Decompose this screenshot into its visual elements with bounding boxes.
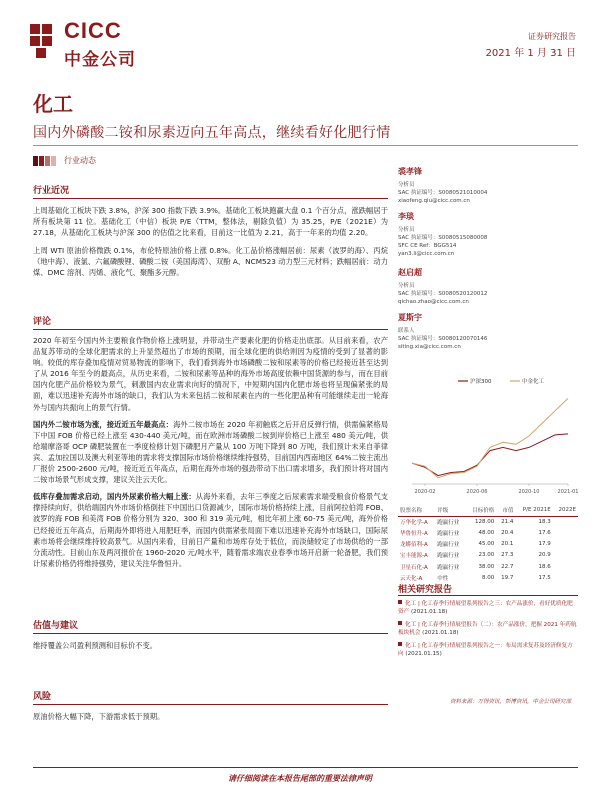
analyst-role: 分析员 xyxy=(398,182,415,188)
table-row xyxy=(398,539,578,550)
section-divider xyxy=(33,198,388,199)
logo-text-cn: 中金公司 xyxy=(64,50,136,70)
table-cell: 17.5 xyxy=(538,574,551,581)
table-header-cell: 2022E xyxy=(553,505,578,516)
related-item[interactable] xyxy=(398,642,578,658)
table-cell: 华鲁恒升-A xyxy=(400,530,428,537)
analyst-role: 联系人 xyxy=(398,328,415,334)
related-item[interactable] xyxy=(398,600,578,616)
analyst-email[interactable]: siting.xia@cicc.com.cn xyxy=(398,344,461,350)
section-overview xyxy=(33,183,388,279)
bullet-icon xyxy=(398,642,402,646)
paragraph: 原油价格大幅下降，下游需求低于预期。 xyxy=(33,712,165,721)
table-cell xyxy=(553,572,578,583)
table-cell: 23.00 xyxy=(478,552,495,559)
related-item-date: (2021.01.18) xyxy=(410,609,448,615)
section-comment xyxy=(33,314,388,569)
related-divider xyxy=(398,595,578,596)
table-cell: 18.6 xyxy=(538,563,551,570)
rating-table xyxy=(398,505,578,583)
analyst-role: 分析员 xyxy=(398,227,415,233)
industry-title: 化工 xyxy=(33,92,73,116)
x-tick-label: 2020-06 xyxy=(466,489,488,495)
table-cell: 20.9 xyxy=(538,552,551,559)
table-row xyxy=(398,561,578,572)
table-cell: 17.9 xyxy=(538,541,551,548)
table-cell: 万华化学-A xyxy=(400,520,428,527)
table-cell: 8.00 xyxy=(482,574,495,581)
table-cell: 18.3 xyxy=(538,519,551,526)
table-header-row xyxy=(398,505,578,516)
related-item-date: (2021.01.15) xyxy=(405,651,442,657)
paragraph: 上周基础化工板块下跌 3.8%，沪深 300 指数下跌 3.9%。基础化工板块跑赢大盘 0.1 个百分点，涨跌幅居于所有板块第 11 位。基础化工（中信）板块 P/E（TTM，整体法，剔除负值）为 35.25，P/E（2021E）为 27.18，从基础化工板块与沪深 300 的估值之比来看，目前这一比值为 2.21，高于一年来的均值 2.20。 xyxy=(33,206,388,238)
header-divider xyxy=(33,145,578,146)
paragraph: 维持覆盖公司盈利预测和目标价不变。 xyxy=(33,641,158,650)
table-cell: 19.7 xyxy=(501,574,514,581)
table-cell: 48.00 xyxy=(478,529,495,536)
table-cell: 云天化-A xyxy=(400,575,423,582)
table-header-cell: P/E 2021E xyxy=(515,505,552,516)
related-item-title[interactable]: 化工 | 化工春季行情展望系列报告之三：农产品涨价，看好优质化肥资产 xyxy=(398,601,573,615)
table-cell: 20.1 xyxy=(501,541,514,548)
table-cell: 中性 xyxy=(437,575,449,582)
related-item-title[interactable]: 化工 | 化工春季行情展望系列报告之一：布局需求复苏及经济修复方向 xyxy=(398,643,573,657)
paragraph-lead: 低库存叠加需求启动，国内外尿素价格大幅上涨： xyxy=(33,492,196,502)
table-cell: 22.7 xyxy=(501,563,514,570)
analyst-cert: SAC 执证编号：S0080520120012 xyxy=(398,291,488,297)
analyst-email[interactable]: xiaofeng.qiu@cicc.com.cn xyxy=(398,198,470,204)
table-cell: 跑赢行业 xyxy=(437,520,460,527)
x-tick-label: 2021-01 xyxy=(557,489,578,495)
table-cell: 龙蟒佰利-A xyxy=(400,542,428,549)
paragraph: 上周 WTI 原油价格微跌 0.1%，布伦特原油价格上涨 0.8%。化工品价格涨幅居前：尿素（波罗的海）、丙烷（地中海）、液氯、六氟磷酸锂、磷酸二铵（美国海湾）、双酚 A、NCM523 动力型三元材料；跌幅居前：动力煤、DMC 溶剂、丙烯、液化气、聚酯多元醇。 xyxy=(33,246,388,278)
analyst-list xyxy=(398,166,578,357)
table-row xyxy=(398,516,578,527)
cicc-logo-mark-icon xyxy=(28,22,60,60)
section-title: 估值与建议 xyxy=(33,621,79,631)
table-cell: 跑赢行业 xyxy=(437,553,460,560)
section-title: 行业近况 xyxy=(33,186,70,196)
section-risk xyxy=(33,689,388,722)
section-title: 风险 xyxy=(33,692,52,702)
cicc-logo xyxy=(26,18,176,68)
table-row xyxy=(398,550,578,561)
bullet-icon xyxy=(398,621,402,625)
table-cell: 跑赢行业 xyxy=(437,564,460,571)
analyst-cert: SAC 执证编号：S0080515080008 xyxy=(398,235,488,241)
analyst-sfc: SFC CE Ref：BGG514 xyxy=(398,243,457,249)
analyst-name: 裘孝锋 xyxy=(398,167,422,176)
table-header-cell: 市值 xyxy=(496,505,515,516)
related-research-title: 相关研究报告 xyxy=(398,585,453,595)
table-cell xyxy=(553,516,578,527)
section-valuation xyxy=(33,618,388,651)
section-title: 评论 xyxy=(33,317,52,327)
series-line-1 xyxy=(412,398,568,477)
x-tick-label: 2020-10 xyxy=(518,489,540,495)
table-cell: 38.00 xyxy=(478,563,495,570)
table-row xyxy=(398,527,578,538)
report-headline: 国内外磷酸二铵和尿素迈向五年高点，继续看好化肥行情 xyxy=(33,125,391,141)
paragraph-lead: 国内外二铵市场为涨，接近近五年最高点： xyxy=(33,419,174,429)
paragraph-body: 从海外来看，去年三季度之后尿素需求端受粮食价格景气支撑持续向好，供给端国内外市场价格倒挂下中国出口货源减少，国际市场价格持续上涨，目前阿拉伯湾 FOB、波罗的海 FOB 和美湾 FOB 价格分别为 320、300 和 319 美元/吨，相比年初上涨 60-75 美元/吨，海外价格已经接近五年高点，后期海外即将进入用肥旺季，而国内供需紧张局面下难以迅速补充海外市场缺口，国际尿素市场将会继续维持较高景气。从国内来看，目前日产量和市场库存处于低位，而淡储较定了市场供给的一部分流动性。目前山东及两河报价在 1960-2020 元/吨水平，随着需求端农业春季市场开启新一轮备肥，我们预计尿素价格仍将维持强势，建议关注华鲁恒升。 xyxy=(33,492,389,568)
analyst-card xyxy=(398,312,578,357)
table-cell xyxy=(553,561,578,572)
logo-text-en: CICC xyxy=(64,18,122,43)
table-cell: 卫星石化-A xyxy=(400,564,428,571)
paragraph-body: 海外二铵市场在 2020 年初触底之后开启反弹行情，供需偏紧格局下中国 FOB 价格已经上涨至 430-440 美元/吨，而在欧洲市场磷酸二铵到岸价格已上涨至 480 美元/吨，供给端摩洛哥 OCP 磷肥装置在一季度检修计划下磷肥月产量从 100 万吨下降到 80 万吨，我们预计未来自菲律宾、孟加拉国以及澳大利亚等地的需求将支撑国际市场价格继续维持强势，目前国内西南地区 64%二铵主流出厂报价 2500-2600 元/吨，接近近五年高点，后期在海外市场的强劲带动下出口需求增多，我们预计将对国内二铵市场景气形成支撑，建议关注云天化。 xyxy=(33,419,388,485)
x-tick-label: 2020-02 xyxy=(414,489,436,495)
table-cell: 20.4 xyxy=(501,529,514,536)
table-cell: 跑赢行业 xyxy=(437,530,460,537)
analyst-name: 李琰 xyxy=(398,212,414,221)
tag-squares-icon xyxy=(33,156,57,166)
analyst-cert: SAC 执证编号：S0080521010004 xyxy=(398,190,488,196)
paragraph xyxy=(33,419,388,486)
analyst-email[interactable]: yan3.li@cicc.com.cn xyxy=(398,251,455,257)
table-header-cell: 评级 xyxy=(435,505,466,516)
analyst-card xyxy=(398,211,578,267)
report-tag: 行业动态 xyxy=(64,156,96,165)
related-item[interactable] xyxy=(398,621,578,637)
table-cell: 128.00 xyxy=(475,519,495,526)
bullet-icon xyxy=(398,600,402,604)
section-divider xyxy=(33,704,388,705)
paragraph xyxy=(33,491,388,569)
table-cell: 27.3 xyxy=(501,552,514,559)
section-divider xyxy=(33,633,388,634)
table-cell xyxy=(553,550,578,561)
table-header-cell: 股票名称 xyxy=(398,505,435,516)
analyst-card xyxy=(398,166,578,211)
analyst-name: 赵启超 xyxy=(398,268,422,277)
series-line-0 xyxy=(412,434,568,476)
table-cell: 宝丰能源-A xyxy=(400,553,428,560)
table-cell xyxy=(553,527,578,538)
table-cell: 45.00 xyxy=(478,541,495,548)
analyst-card xyxy=(398,267,578,312)
section-divider xyxy=(33,329,388,330)
table-header-cell: 目标价格 xyxy=(466,505,497,516)
source-note: 资料来源：万得资讯，彭博资讯，中金公司研究部 xyxy=(450,699,572,705)
performance-chart xyxy=(398,372,578,500)
related-list xyxy=(398,600,578,658)
table-cell: 跑赢行业 xyxy=(437,542,460,549)
paragraph: 2020 年初至今国内外主要粮食作物价格上涨明显，并带动生产要素化肥的价格走出底部。从目前来看，农产品复苏带动的全球化肥需求的上升显然超出了市场的预期，而全球化肥的供给则因为疫情的受到了显著的影响。较低的库存叠加疫情对贸易物流的影响下，我们看到海外市场磷酸二铵和尿素等的价格已经接近甚至达到了从 2016 年至今的最高点，从历史来看，二铵和尿素等品种的海外市场高度依赖中国货源的参与，而在目前国内化肥产品价格较为景气，刺激国内农业需求向好的情况下，中短期内国内化肥市场也将呈现偏紧张的局面，难以迅速补充海外市场的缺口，我们认为未来包括二铵和尿素在内的一些化肥品种有可能继续走出一轮海外与国内共振向上的景气行情。 xyxy=(33,336,388,412)
analyst-email[interactable]: qichao.zhao@cicc.com.cn xyxy=(398,299,469,305)
table-cell xyxy=(553,539,578,550)
footer-divider xyxy=(33,767,578,768)
analyst-name: 夏斯宇 xyxy=(398,313,422,322)
legend-label: 沪深300 xyxy=(470,379,492,385)
table-cell: 21.4 xyxy=(501,519,514,526)
related-item-title[interactable]: 化工 | 化工春季行情展望报告（二）：农产品涨价，把握 2021 年药航板块机会 xyxy=(398,622,577,636)
analyst-role: 分析员 xyxy=(398,283,415,289)
related-item-date: (2021.01.18) xyxy=(422,630,459,636)
analyst-cert: SAC 执证编号：S0080120070146 xyxy=(398,336,488,342)
table-cell: 17.6 xyxy=(538,529,551,536)
report-type: 证券研究报告 xyxy=(528,32,576,41)
legend-label: 中金化工 xyxy=(522,379,545,385)
report-date: 2021 年 1 月 31 日 xyxy=(485,48,576,59)
legal-notice[interactable]: 请仔细阅读在本报告尾部的重要法律声明 xyxy=(228,774,372,783)
